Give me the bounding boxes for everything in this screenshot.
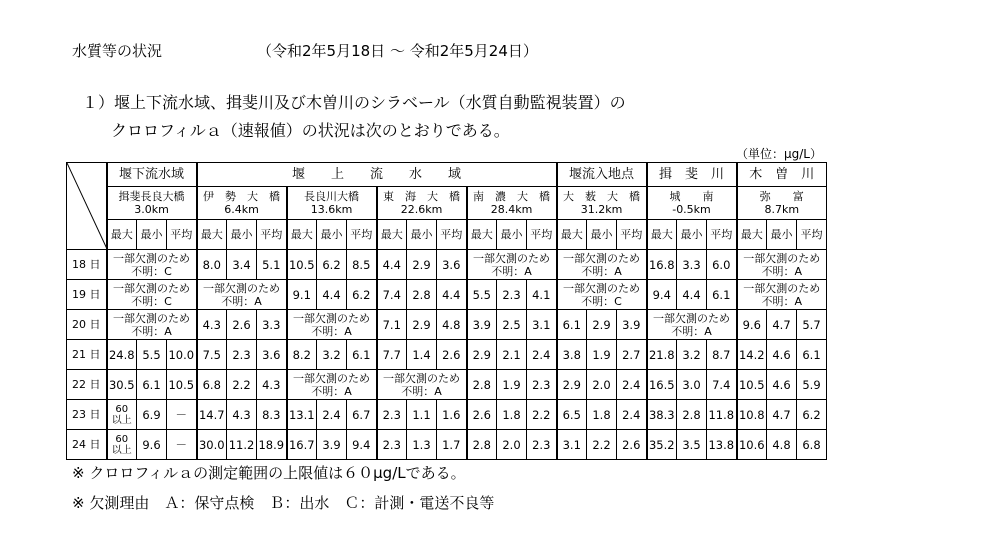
value-cell: 2.4: [617, 370, 647, 400]
value-cell: 4.8: [767, 430, 797, 460]
missing-reason-code: A: [794, 294, 803, 308]
missing-data-cell: [557, 280, 647, 310]
value-cell: 2.8: [467, 430, 497, 460]
value-cell: 3.9: [317, 430, 347, 460]
value-cell: 10.5: [287, 250, 317, 280]
value-cell: 38.3: [647, 400, 677, 430]
value-cell: 14.7: [197, 400, 227, 430]
station-name: 東 海 大 橋: [383, 190, 460, 203]
missing-msg-line1: 一部欠測のため: [203, 281, 280, 295]
value-cell: 1.3: [407, 430, 437, 460]
missing-msg-line1: 一部欠測のため: [563, 281, 640, 295]
value-cell: 5.9: [797, 370, 827, 400]
value-cell: 1.7: [437, 430, 467, 460]
missing-msg-line1: 一部欠測のため: [473, 251, 550, 265]
value-cell: 7.4: [377, 280, 407, 310]
missing-msg-line2: [648, 325, 736, 338]
value-cell: 9.6: [137, 430, 167, 460]
value-cell: 35.2: [647, 430, 677, 460]
missing-data-cell: [287, 310, 377, 340]
over60-line1: 60: [115, 433, 129, 445]
stat-label-min: 最小: [407, 220, 437, 250]
value-cell: 2.9: [557, 370, 587, 400]
value-cell: 16.8: [647, 250, 677, 280]
value-cell: 2.0: [587, 370, 617, 400]
missing-reason-code: A: [794, 264, 803, 278]
stat-label-min: 最小: [767, 220, 797, 250]
value-cell: 4.7: [767, 400, 797, 430]
value-cell: 3.2: [677, 340, 707, 370]
value-cell: 3.3: [677, 250, 707, 280]
value-cell: 4.3: [227, 400, 257, 430]
value-cell: 3.5: [677, 430, 707, 460]
value-cell: 2.9: [587, 310, 617, 340]
value-cell: 2.3: [377, 400, 407, 430]
value-cell: 6.8: [797, 430, 827, 460]
value-cell: 2.3: [527, 370, 557, 400]
table-row: [67, 340, 827, 370]
value-cell: 9.6: [737, 310, 767, 340]
value-cell: 8.3: [257, 400, 287, 430]
missing-msg-prefix: 不明：: [311, 384, 345, 398]
missing-msg-line2: [738, 265, 827, 278]
missing-msg-line1: 一部欠測のため: [293, 371, 370, 385]
station-header: [107, 187, 197, 220]
stat-label-max: 最大: [467, 220, 497, 250]
chlorophyll-table: [66, 162, 827, 460]
value-cell: 2.9: [407, 250, 437, 280]
missing-data-cell: [737, 250, 827, 280]
station-distance: -0.5km: [672, 203, 711, 216]
value-cell: 6.0: [707, 250, 737, 280]
value-cell: 4.4: [677, 280, 707, 310]
station-header: [377, 187, 467, 220]
value-cell: 13.1: [287, 400, 317, 430]
value-cell: 9.1: [287, 280, 317, 310]
stat-label-min: 最小: [677, 220, 707, 250]
value-cell: 2.2: [527, 400, 557, 430]
value-cell: 2.8: [467, 370, 497, 400]
value-cell: 3.1: [527, 310, 557, 340]
value-cell: 6.2: [797, 400, 827, 430]
missing-msg-line2: [738, 295, 827, 308]
stat-label-min: 最小: [137, 220, 167, 250]
missing-msg-line2: [558, 265, 646, 278]
missing-reason-code: C: [614, 294, 622, 308]
station-distance: 8.7km: [764, 203, 800, 216]
over60-line1: 60: [115, 403, 129, 415]
missing-data-cell: [557, 250, 647, 280]
value-cell: 7.5: [197, 340, 227, 370]
value-cell: 21.8: [647, 340, 677, 370]
value-cell: 13.8: [707, 430, 737, 460]
day-label: 18 日: [67, 250, 107, 280]
missing-data-cell: [377, 370, 467, 400]
station-distance: 3.0km: [134, 203, 169, 216]
value-cell: 10.6: [737, 430, 767, 460]
value-cell: 10.0: [167, 340, 197, 370]
value-cell: 2.4: [527, 340, 557, 370]
value-cell: 2.6: [227, 310, 257, 340]
value-cell: 2.4: [317, 400, 347, 430]
value-cell: 2.5: [497, 310, 527, 340]
missing-msg-prefix: 不明：: [491, 264, 525, 278]
value-cell: 2.7: [617, 340, 647, 370]
value-cell: 4.3: [197, 310, 227, 340]
value-cell: 2.1: [497, 340, 527, 370]
stat-label-max: 最大: [197, 220, 227, 250]
section-heading: [72, 40, 538, 61]
day-label: 22 日: [67, 370, 107, 400]
missing-data-cell: [647, 310, 737, 340]
value-cell: 6.7: [347, 400, 377, 430]
stat-label-avg: 平均: [257, 220, 287, 250]
stat-label-avg: 平均: [527, 220, 557, 250]
missing-msg-prefix: 不明：: [311, 324, 345, 338]
missing-data-cell: [197, 280, 287, 310]
missing-msg-line1: 一部欠測のため: [293, 311, 370, 325]
value-cell: 3.4: [227, 250, 257, 280]
value-cell: 6.1: [797, 340, 827, 370]
stat-label-avg: 平均: [797, 220, 827, 250]
value-cell: 6.1: [137, 370, 167, 400]
value-cell: 6.1: [557, 310, 587, 340]
value-cell: 4.4: [317, 280, 347, 310]
value-cell: 1.9: [587, 340, 617, 370]
value-cell: －: [167, 400, 197, 430]
value-cell: 4.1: [527, 280, 557, 310]
station-header: [737, 187, 827, 220]
value-cell: 3.9: [617, 310, 647, 340]
value-cell: 6.1: [707, 280, 737, 310]
value-cell: 2.6: [617, 430, 647, 460]
station-name: 南 濃 大 橋: [473, 190, 550, 203]
value-cell: 4.7: [767, 310, 797, 340]
missing-msg-line2: [108, 295, 196, 308]
station-header: [557, 187, 647, 220]
missing-msg-line1: 一部欠測のため: [113, 281, 190, 295]
corner-diagonal-cell: [67, 163, 107, 250]
missing-msg-prefix: 不明：: [761, 264, 795, 278]
missing-msg-line1: 一部欠測のため: [383, 371, 460, 385]
missing-data-cell: [107, 250, 197, 280]
stat-label-avg: 平均: [167, 220, 197, 250]
missing-msg-prefix: 不明：: [131, 324, 165, 338]
missing-msg-line1: 一部欠測のため: [743, 251, 821, 265]
value-cell: 1.1: [407, 400, 437, 430]
table-row: [67, 310, 827, 340]
value-cell: 4.4: [437, 280, 467, 310]
value-cell: 11.8: [707, 400, 737, 430]
stat-label-max: 最大: [647, 220, 677, 250]
value-cell: 8.0: [197, 250, 227, 280]
missing-reason-code: A: [344, 324, 352, 338]
stat-label-min: 最小: [587, 220, 617, 250]
missing-reason-code: A: [164, 324, 172, 338]
value-cell: 30.0: [197, 430, 227, 460]
missing-msg-line2: [108, 265, 196, 278]
value-cell: 5.5: [137, 340, 167, 370]
value-cell: 16.5: [647, 370, 677, 400]
over60-line2: 以上: [111, 414, 132, 426]
station-name: 伊 勢 大 橋: [203, 190, 280, 203]
stat-label-min: 最小: [497, 220, 527, 250]
group-downstream: 堰下流水域: [107, 163, 197, 187]
missing-msg-line1: 一部欠測のため: [113, 251, 190, 265]
diagonal-line: [67, 163, 107, 249]
value-cell: 4.6: [767, 370, 797, 400]
value-cell: 8.7: [707, 340, 737, 370]
value-cell: 18.9: [257, 430, 287, 460]
section-title: 水質等の状況: [72, 42, 163, 60]
value-cell: 2.3: [497, 280, 527, 310]
value-cell: 2.6: [437, 340, 467, 370]
missing-reason-code: A: [704, 324, 712, 338]
unit-label: （単位：μg/L）: [736, 147, 822, 161]
value-cell: 2.9: [467, 340, 497, 370]
value-cell: 24.8: [107, 340, 137, 370]
value-cell: 2.4: [617, 400, 647, 430]
value-cell: 4.3: [257, 370, 287, 400]
value-cell: 3.3: [257, 310, 287, 340]
station-header: [467, 187, 557, 220]
missing-reason-code: A: [344, 384, 352, 398]
table-row: [67, 430, 827, 460]
value-cell: 7.7: [377, 340, 407, 370]
missing-data-cell: [287, 370, 377, 400]
value-cell: 8.2: [287, 340, 317, 370]
value-cell: 1.6: [437, 400, 467, 430]
stat-label-max: 最大: [557, 220, 587, 250]
value-cell: 2.2: [587, 430, 617, 460]
value-cell: 2.3: [227, 340, 257, 370]
value-cell: 1.8: [497, 400, 527, 430]
missing-msg-prefix: 不明：: [401, 384, 435, 398]
value-cell: 2.3: [527, 430, 557, 460]
value-cell: 16.7: [287, 430, 317, 460]
group-inflow: 堰流入地点: [557, 163, 647, 187]
value-cell: 2.9: [407, 310, 437, 340]
stat-label-avg: 平均: [437, 220, 467, 250]
value-cell: 6.2: [317, 250, 347, 280]
stat-label-avg: 平均: [347, 220, 377, 250]
station-name: 大 薮 大 橋: [563, 190, 640, 203]
missing-msg-line2: [198, 295, 286, 308]
day-label: 23 日: [67, 400, 107, 430]
missing-msg-line2: [558, 295, 646, 308]
note-missing-reasons: ※ 欠測理由 Ａ：保守点検 Ｂ：出水 Ｃ：計測・電送不良等: [72, 494, 495, 512]
value-cell: 2.8: [407, 280, 437, 310]
stat-label-min: 最小: [227, 220, 257, 250]
missing-data-cell: [107, 310, 197, 340]
station-distance: 6.4km: [224, 203, 259, 216]
group-kiso: 木 曽 川: [737, 163, 827, 187]
value-cell: 2.2: [227, 370, 257, 400]
station-distance: 31.2km: [580, 203, 623, 216]
value-cell: 14.2: [737, 340, 767, 370]
value-cell: 4.8: [437, 310, 467, 340]
value-cell: －: [167, 430, 197, 460]
value-cell: 1.4: [407, 340, 437, 370]
missing-msg-prefix: 不明：: [131, 264, 165, 278]
value-cell: 2.3: [377, 430, 407, 460]
value-cell: 6.1: [347, 340, 377, 370]
value-cell: 3.0: [677, 370, 707, 400]
value-cell: 9.4: [647, 280, 677, 310]
missing-reason-code: A: [434, 384, 442, 398]
value-cell: 1.9: [497, 370, 527, 400]
missing-reason-code: C: [164, 264, 172, 278]
missing-msg-line1: 一部欠測のため: [563, 251, 640, 265]
value-cell: 6.8: [197, 370, 227, 400]
value-cell: 30.5: [107, 370, 137, 400]
value-cell: 9.4: [347, 430, 377, 460]
missing-reason-code: A: [524, 264, 532, 278]
stat-header-row: [67, 220, 827, 250]
station-name: 城 南: [669, 190, 714, 203]
station-distance: 22.6km: [400, 203, 443, 216]
station-header: [647, 187, 737, 220]
missing-msg-prefix: 不明：: [581, 294, 615, 308]
day-label: 24 日: [67, 430, 107, 460]
day-label: 21 日: [67, 340, 107, 370]
missing-data-cell: [467, 250, 557, 280]
value-cell: 3.6: [437, 250, 467, 280]
value-cell: 8.5: [347, 250, 377, 280]
group-header-row: [67, 163, 827, 187]
stat-label-min: 最小: [317, 220, 347, 250]
value-cell: 6.9: [137, 400, 167, 430]
value-cell-over60: [107, 430, 137, 460]
missing-msg-line1: 一部欠測のため: [653, 311, 730, 325]
report-period: （令和2年5月18日 ～ 令和2年5月24日）: [257, 42, 538, 60]
missing-msg-line2: [108, 325, 196, 338]
station-name: 長良川大橋: [304, 190, 359, 203]
table-row: [67, 370, 827, 400]
over60-line2: 以上: [111, 444, 132, 456]
value-cell: 4.4: [377, 250, 407, 280]
station-distance: 13.6km: [310, 203, 353, 216]
stat-label-max: 最大: [107, 220, 137, 250]
station-name: 弥 富: [759, 190, 804, 203]
station-header: [287, 187, 377, 220]
missing-msg-line2: [378, 385, 466, 398]
table-row: [67, 250, 827, 280]
value-cell: 10.5: [737, 370, 767, 400]
station-distance: 28.4km: [490, 203, 533, 216]
missing-msg-line2: [468, 265, 556, 278]
stat-label-avg: 平均: [617, 220, 647, 250]
value-cell: 3.9: [467, 310, 497, 340]
group-ibi: 揖 斐 川: [647, 163, 737, 187]
stat-label-max: 最大: [287, 220, 317, 250]
value-cell: 6.5: [557, 400, 587, 430]
missing-data-cell: [737, 280, 827, 310]
missing-msg-prefix: 不明：: [221, 294, 255, 308]
missing-reason-code: A: [614, 264, 622, 278]
intro-line-2: クロロフィルａ（速報値）の状況は次のとおりである。: [111, 121, 510, 140]
note-range: ※ クロロフィルａの測定範囲の上限値は６０μg/Lである。: [72, 464, 466, 482]
value-cell: 7.4: [707, 370, 737, 400]
missing-msg-prefix: 不明：: [671, 324, 705, 338]
value-cell: 10.8: [737, 400, 767, 430]
value-cell: 4.6: [767, 340, 797, 370]
value-cell: 2.8: [677, 400, 707, 430]
missing-msg-line1: 一部欠測のため: [113, 311, 190, 325]
value-cell: 3.6: [257, 340, 287, 370]
value-cell: 2.6: [467, 400, 497, 430]
value-cell: 7.1: [377, 310, 407, 340]
missing-msg-prefix: 不明：: [761, 294, 795, 308]
value-cell: 2.0: [497, 430, 527, 460]
value-cell: 6.2: [347, 280, 377, 310]
day-label: 19 日: [67, 280, 107, 310]
value-cell: 10.5: [167, 370, 197, 400]
value-cell: 5.5: [467, 280, 497, 310]
value-cell: 3.2: [317, 340, 347, 370]
value-cell: 3.8: [557, 340, 587, 370]
missing-reason-code: A: [254, 294, 262, 308]
value-cell: 11.2: [227, 430, 257, 460]
station-name: 揖斐長良大橋: [118, 190, 185, 203]
value-cell-over60: [107, 400, 137, 430]
intro-line-1: １）堰上下流水域、揖斐川及び木曽川のシラベール（水質自動監視装置）の: [82, 93, 626, 112]
value-cell: 3.1: [557, 430, 587, 460]
stat-label-avg: 平均: [707, 220, 737, 250]
missing-data-cell: [107, 280, 197, 310]
station-header: [197, 187, 287, 220]
missing-msg-prefix: 不明：: [581, 264, 615, 278]
missing-msg-line2: [288, 385, 376, 398]
missing-msg-line1: 一部欠測のため: [743, 281, 821, 295]
group-upstream: 堰 上 流 水 域: [197, 163, 557, 187]
value-cell: 1.8: [587, 400, 617, 430]
value-cell: 5.1: [257, 250, 287, 280]
missing-msg-line2: [288, 325, 376, 338]
stat-label-max: 最大: [377, 220, 407, 250]
table-row: [67, 400, 827, 430]
value-cell: 5.7: [797, 310, 827, 340]
missing-reason-code: C: [164, 294, 172, 308]
stat-label-max: 最大: [737, 220, 767, 250]
day-label: 20 日: [67, 310, 107, 340]
missing-msg-prefix: 不明：: [131, 294, 165, 308]
station-header-row: [67, 187, 827, 220]
table-row: [67, 280, 827, 310]
